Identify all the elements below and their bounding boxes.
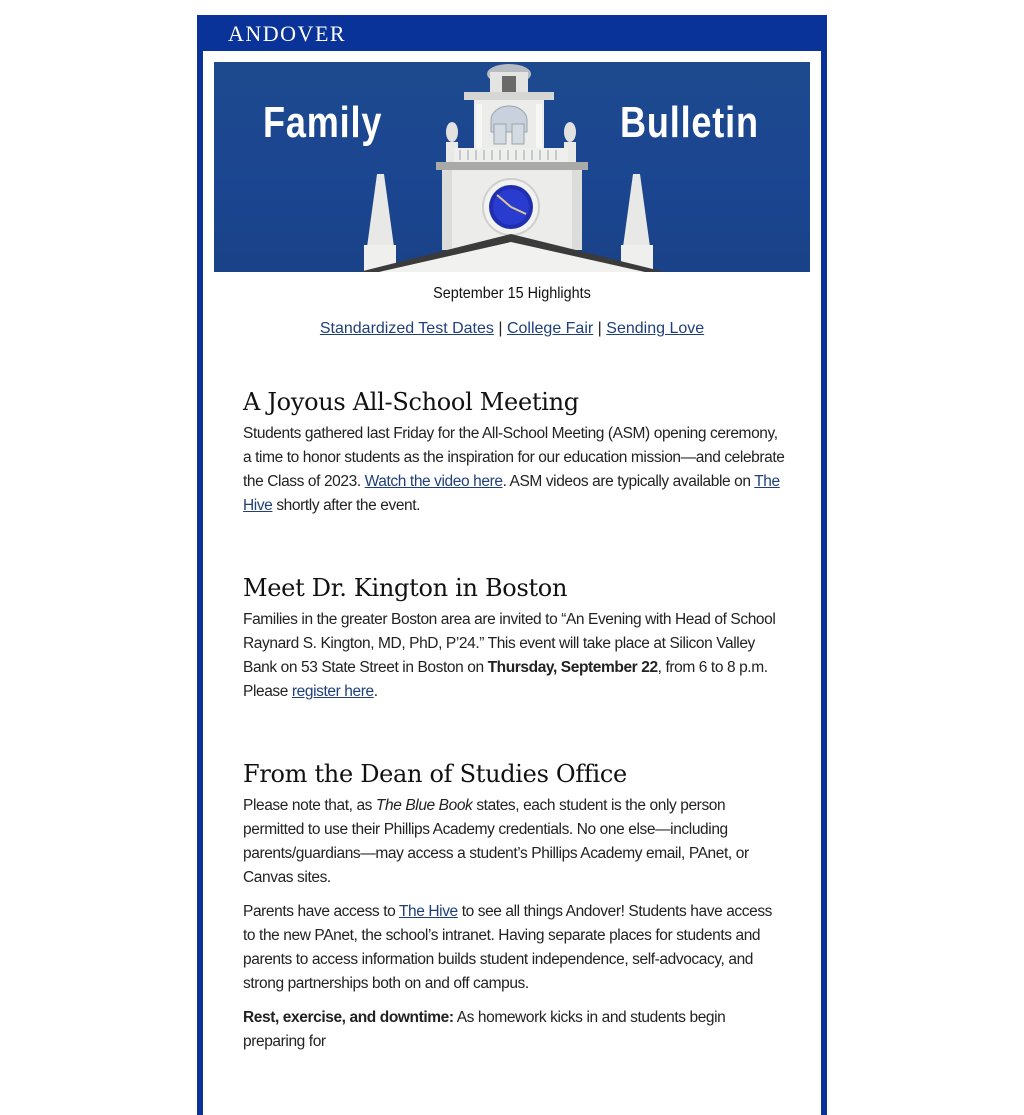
section-dean-of-studies [243,760,788,1054]
section-paragraph [243,422,788,518]
section-heading: From the Dean of Studies Office [243,760,627,788]
section-paragraph [243,794,788,890]
clock-tower-image [214,62,810,272]
hero-title-bulletin: Bulletin [620,98,759,147]
blue-book-title: The Blue Book [375,797,473,814]
paragraph-text: to see all things Andover! Students have access to the new PAnet, the school’s intranet. Having separate places for students and parents to access information builds student independence, self-advocacy, and strong partnerships both on and off campus. [243,903,773,992]
nav-separator: | [597,320,602,337]
hero-title-family: Family [263,98,383,147]
hero-banner [214,62,810,272]
andover-logo[interactable]: ANDOVER [228,21,347,46]
newsletter-frame [197,15,827,1115]
link-college-fair[interactable]: College Fair [506,320,594,337]
paragraph-text: Families in the greater Boston area are invited to “An Evening with Head of School Raynard S. Kington, MD, PhD, P’24.” This event will take place at Silicon Valley Bank on 53 State Street in Boston on [243,611,776,676]
nav-separator: | [498,320,503,337]
paragraph-text: . ASM videos are typically available on [502,473,755,490]
paragraph-text: states, each student is the only person permitted to use their Phillips Academy credentials. No one else—including parents/guardians—may access a student’s Phillips Academy email, PAnet, or Canvas sites. [243,797,749,886]
brand-header [203,15,821,51]
highlights-nav [203,320,821,338]
section-paragraph [243,608,788,704]
section-heading: A Joyous All-School Meeting [243,388,579,416]
section-meet-kington [243,574,788,704]
link-sending-love[interactable]: Sending Love [606,320,705,337]
link-standardized-test-dates[interactable]: Standardized Test Dates [319,320,494,337]
highlights-title: September 15 Highlights [433,285,591,302]
paragraph-text: , from 6 to 8 p.m. Please [243,659,768,700]
register-here-link[interactable]: register here [291,683,374,700]
paragraph-text: Please note that, as [243,797,376,814]
paragraph-text: Students gathered last Friday for the All-School Meeting (ASM) opening ceremony, a time to honor students as the inspiration for our education mission—and celebrate the Class of 2023. [243,425,785,490]
section-heading: Meet Dr. Kington in Boston [243,574,568,602]
the-hive-link[interactable]: The Hive [398,903,458,920]
the-hive-link[interactable]: The Hive [243,473,780,514]
section-paragraph [243,1006,788,1054]
section-paragraph [243,900,788,996]
bulletin-content [243,388,788,1064]
paragraph-lead: Rest, exercise, and downtime: [243,1009,454,1026]
paragraph-text: shortly after the event. [272,497,421,514]
paragraph-text: As homework kicks in and students begin preparing for [243,1009,726,1050]
paragraph-text: Parents have access to [243,903,399,920]
paragraph-text: . [373,683,378,700]
watch-video-link[interactable]: Watch the video here [364,473,503,490]
section-all-school-meeting [243,388,788,518]
event-date: Thursday, September 22 [487,659,658,676]
